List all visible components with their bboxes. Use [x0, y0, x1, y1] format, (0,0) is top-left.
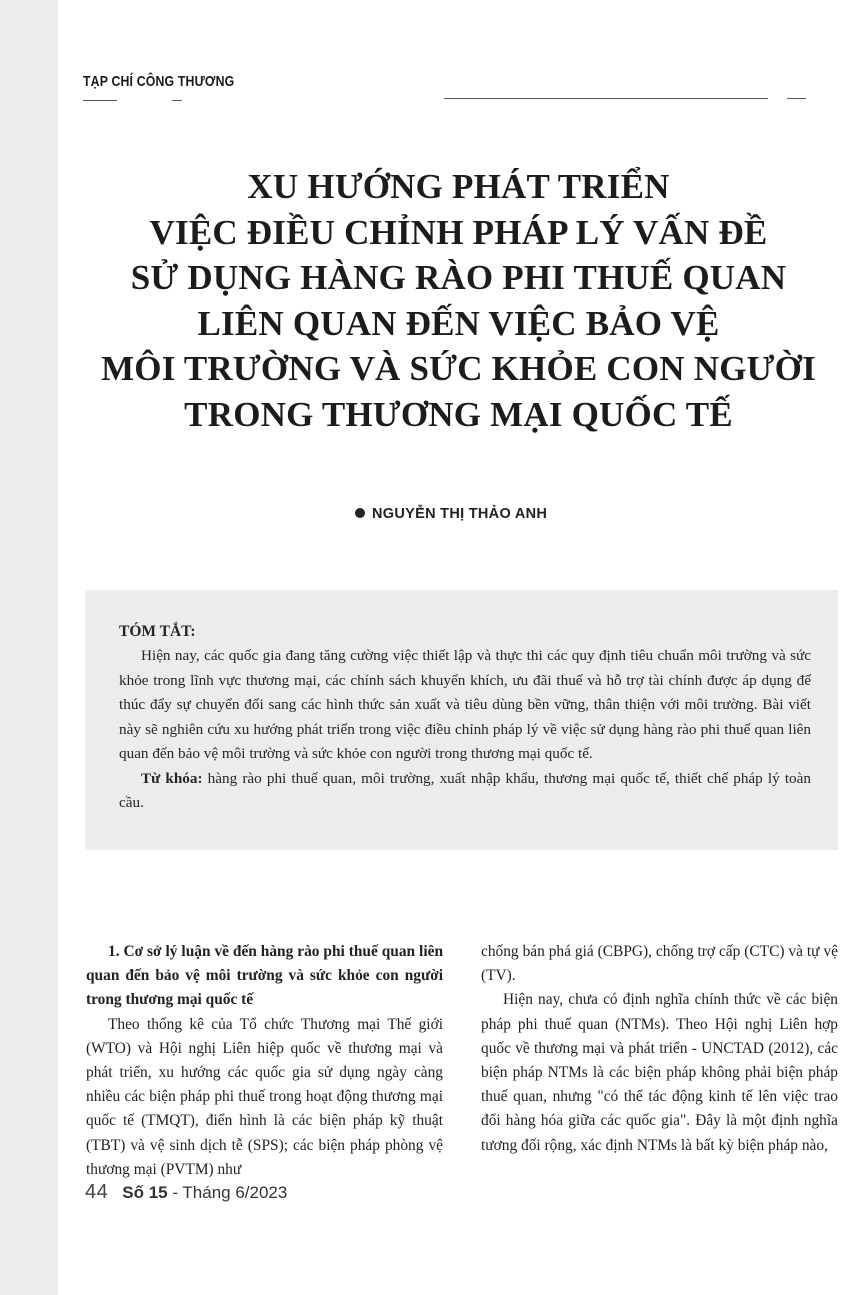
page-footer: [85, 1181, 287, 1204]
body-paragraph: Hiện nay, chưa có định nghĩa chính thức về các biện pháp phi thuế quan (NTMs). Theo Hội nghị Liên hợp quốc về thương mại và phát triển - UNCTAD (2012), các biện pháp NTMs là các biện pháp không phải biện pháp thuế quan, nhưng "có thể tác động kinh tế lên việc trao đổi hàng hóa giữa các quốc gia". Đây là một định nghĩa tương đối rộng, xác định NTMs là bất kỳ biện pháp nào,: [481, 991, 838, 1154]
title-line: VIỆC ĐIỀU CHỈNH PHÁP LÝ VẤN ĐỀ: [149, 212, 768, 252]
section-heading: 1. Cơ sở lý luận về đến hàng rào phi thuế quan liên quan đến bảo vệ môi trường và sức khỏe con người trong thương mại quốc tế: [86, 943, 443, 1009]
body-column-left: [86, 940, 443, 1182]
title-line: LIÊN QUAN ĐẾN VIỆC BẢO VỆ: [197, 303, 720, 343]
abstract-box: [85, 590, 838, 850]
title-line: MÔI TRƯỜNG VÀ SỨC KHỎE CON NGƯỜI: [101, 349, 816, 388]
article-title: [60, 164, 857, 437]
bullet-icon: [355, 508, 365, 518]
body-paragraph-continuation: chống bán phá giá (CBPG), chống trợ cấp (CTC) và tự vệ (TV).: [481, 943, 838, 985]
body-paragraph: Theo thống kê của Tổ chức Thương mại Thế giới (WTO) và Hội nghị Liên hiệp quốc về thương mại và phát triển, xu hướng các quốc gia sử dụng ngày càng nhiều các biện pháp phi thuế trong hoạt động thương mại quốc tế (TMQT), điển hình là các biện pháp kỹ thuật (TBT) và vệ sinh dịch tễ (SPS); các biện pháp phòng vệ thương mại (PVTM) như: [86, 1015, 443, 1178]
title-line: TRONG THƯƠNG MẠI QUỐC TẾ: [184, 394, 733, 434]
keywords-text: hàng rào phi thuế quan, môi trường, xuất nhập khẩu, thương mại quốc tế, thiết chế pháp lý toàn cầu.: [119, 769, 811, 811]
abstract-body: Hiện nay, các quốc gia đang tăng cường việc thiết lập và thực thi các quy định tiêu chuẩn môi trường và sức khỏe trong lĩnh vực thương mại, các chính sách khuyến khích, ưu đãi thuế và hỗ trợ tài chính được áp dụng để thúc đẩy sự chuyển đổi sang các hình thức sản xuất và tiêu dùng bền vững, thân thiện với môi trường. Bài viết này sẽ nghiên cứu xu hướng phát triển trong việc điều chỉnh pháp lý về việc sử dụng hàng rào phi thuế quan liên quan đến bảo vệ môi trường và sức khỏe con người trong thương mại quốc tế.: [119, 647, 811, 762]
abstract-heading: TÓM TẮT:: [119, 623, 196, 640]
header-rule-dash: [787, 98, 806, 99]
author-name: NGUYỄN THỊ THẢO ANH: [372, 506, 548, 522]
title-line: SỬ DỤNG HÀNG RÀO PHI THUẾ QUAN: [130, 258, 787, 297]
issue-date: - Tháng 6/2023: [167, 1183, 288, 1202]
page-number: 44: [85, 1181, 109, 1203]
journal-underline-short: [172, 100, 182, 101]
page-margin-strip: [0, 0, 58, 1295]
journal-underline: [83, 100, 117, 101]
issue-number: Số 15: [122, 1183, 168, 1202]
title-line: XU HƯỚNG PHÁT TRIỂN: [247, 167, 670, 206]
journal-name: TẠP CHÍ CÔNG THƯƠNG: [83, 73, 235, 90]
author-byline: [355, 506, 547, 522]
body-column-right: [481, 940, 838, 1158]
abstract-keywords: [119, 767, 811, 816]
keywords-label: Từ khóa:: [141, 769, 203, 787]
header-rule: [444, 98, 768, 99]
